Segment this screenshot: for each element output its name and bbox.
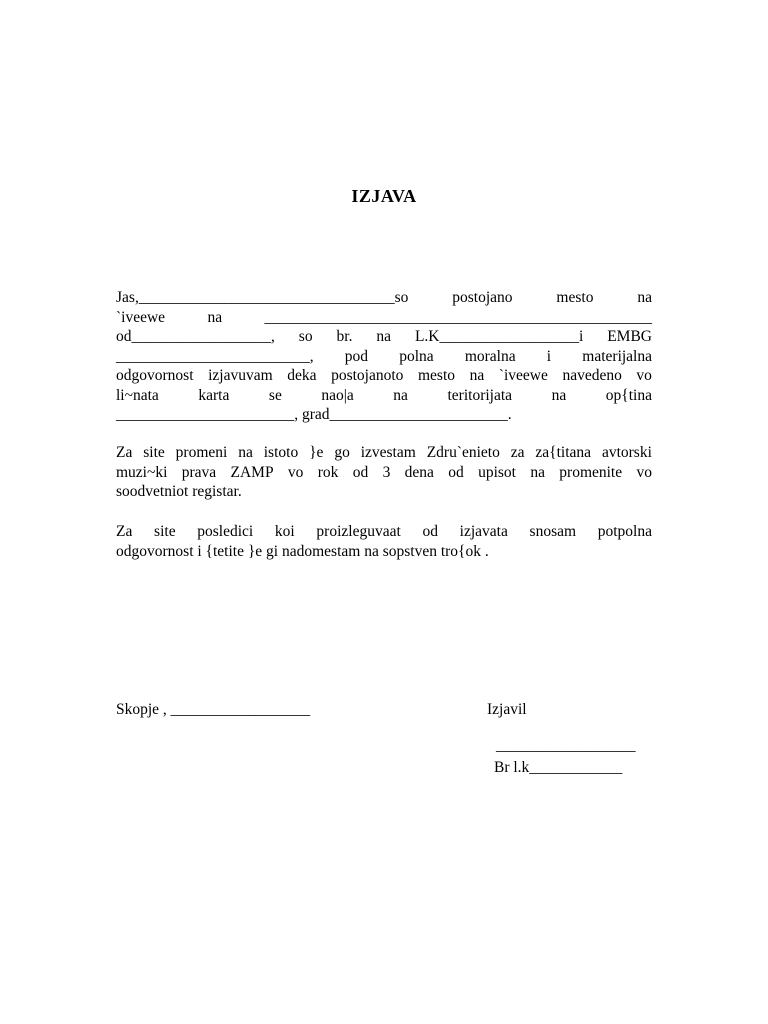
paragraph-line: _______________________, grad_______________________.	[116, 406, 512, 423]
paragraph-line: Jas,_________________________________so postojano mesto na	[116, 289, 652, 306]
paragraph-line: odgovornost i {tetite }e gi nadomestam na sopstven tro{ok .	[116, 542, 489, 560]
paragraph-line: muzi~ki prava ZAMP vo rok od 3 dena od upisot na promenite vo	[116, 463, 652, 481]
paragraph-line: od__________________, so br. na L.K__________________i EMBG	[116, 328, 652, 345]
declaration-paragraph	[116, 288, 652, 425]
notification-paragraph	[116, 443, 652, 502]
paragraph-line: Za site posledici koi proizleguvaat od izjavata snosam potpolna	[116, 523, 652, 540]
liability-paragraph	[116, 522, 652, 561]
id-card-field: Br l.k____________	[494, 759, 623, 776]
paragraph-line: li~nata karta se nao|a na teritorijata na op{tina	[116, 386, 652, 404]
paragraph-line: Za site promeni na istoto }e go izvestam Zdru`enieto za za{titana avtorski	[116, 444, 652, 461]
paragraph-line: `iveewe na __________________________________________________	[116, 308, 652, 326]
paragraph-line: _________________________, pod polna moralna i materijalna	[116, 347, 652, 365]
declarant-label: Izjavil	[487, 701, 527, 718]
place-date-field: Skopje , __________________	[116, 701, 311, 718]
paragraph-line: odgovornost izjavuvam deka postojanoto mesto na `iveewe navedeno vo	[116, 367, 652, 384]
document-title: IZJAVA	[351, 186, 417, 206]
signature-line: __________________	[496, 737, 636, 754]
paragraph-line: soodvetniot registar.	[116, 483, 242, 500]
